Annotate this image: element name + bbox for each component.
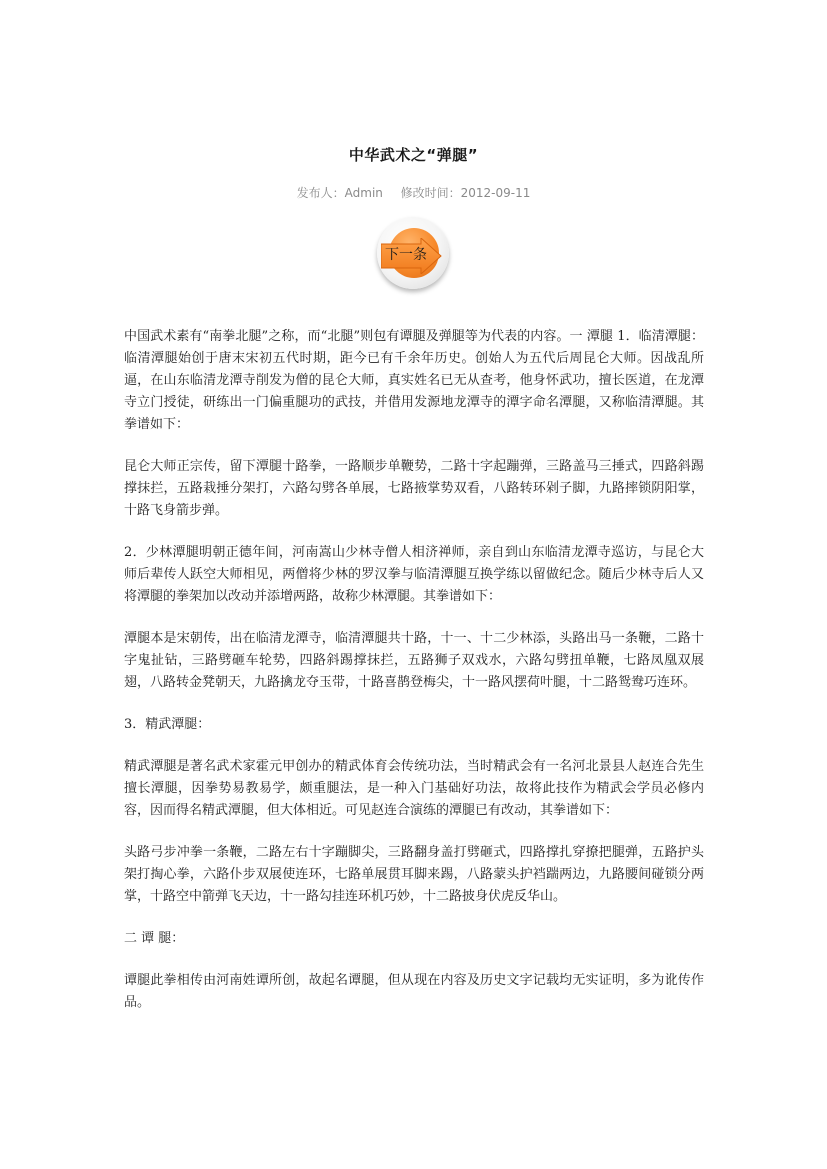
paragraph: 中国武术素有“南拳北腿”之称，而“北腿”则包有谭腿及弹腿等为代表的内容。一 潭腿 1．临清潭腿：临清潭腿始创于唐末宋初五代时期，距今已有千余年历史。创始人为五代后周昆仑大师。因战乱所逼，在山东临清龙潭寺削发为僧的昆仑大师，真实姓名已无从查考，他身怀武功，擅长医道，在龙潭寺立门授徒，研练出一门偏重腿功的武技，并借用发源地龙潭寺的潭字命名潭腿，又称临清潭腿。其拳谱如下： [124, 329, 704, 432]
paragraph: 头路弓步冲拳一条鞭，二路左右十字蹦脚尖，三路翻身盖打劈砸式，四路撑扎穿撩把腿弹，五路护头架打掏心拳，六路仆步双展使连环，七路单展贯耳脚来踢，八路蒙头护裆踹两边，九路腰间碰锁分两掌，十路空中箭弹飞天边，十一路勾挂连环机巧妙，十二路披身伏虎反华山。 [124, 845, 704, 904]
next-article-button[interactable] [371, 214, 453, 296]
article-meta [0, 184, 827, 201]
article-body [124, 326, 704, 1034]
paragraph: 3．精武潭腿： [124, 717, 211, 732]
paragraph: 潭腿本是宋朝传，出在临清龙潭寺，临清潭腿共十路，十一、十二少林添，头路出马一条鞭，二路十字鬼扯钻，三路劈砸车轮势，四路斜踢撑抹拦，五路狮子双戏水，六路勾劈扭单鞭，七路凤凰双展翅，八路转金凳朝天，九路擒龙夺玉带，十路喜鹊登梅尖，十一路风摆荷叶腿，十二路鸳鸯巧连环。 [124, 631, 704, 690]
modified-date: 2012-09-11 [460, 186, 531, 200]
paragraph: 谭腿此拳相传由河南姓谭所创，故起名谭腿，但从现在内容及历史文字记载均无实证明，多为讹传作品。 [124, 973, 704, 1010]
publisher-name: Admin [344, 186, 383, 200]
paragraph: 2．少林潭腿明朝正德年间，河南嵩山少林寺僧人相济禅师，亲自到山东临清龙潭寺巡访，与昆仑大师后辈传人跃空大师相见，两僧将少林的罗汉拳与临清潭腿互换学练以留做纪念。随后少林寺后人又将潭腿的拳架加以改动并添增两路，故称少林潭腿。其拳谱如下： [124, 545, 704, 604]
article-title: 中华武术之“弹腿” [348, 146, 479, 164]
paragraph: 二 谭 腿： [124, 931, 185, 946]
paragraph: 精武潭腿是著名武术家霍元甲创办的精武体育会传统功法，当时精武会有一名河北景县人赵连合先生擅长潭腿，因拳势易教易学，颇重腿法，是一种入门基础好功法，故将此技作为精武会学员必修内容，因而得名精武潭腿，但大体相近。可见赵连合演练的潭腿已有改动，其拳谱如下： [124, 759, 704, 818]
modified-label: 修改时间： [400, 186, 461, 200]
next-button-label: 下一条 [385, 247, 427, 263]
paragraph: 昆仑大师正宗传，留下潭腿十路拳，一路顺步单鞭势，二路十字起蹦弹，三路盖马三捶式，四路斜踢撑抹拦，五路栽捶分架打，六路勾劈各单展，七路掖掌势双看，八路转环剁子脚，九路摔锁阴阳掌，十路飞身箭步弹。 [124, 459, 704, 518]
publisher-label: 发布人： [296, 186, 345, 200]
